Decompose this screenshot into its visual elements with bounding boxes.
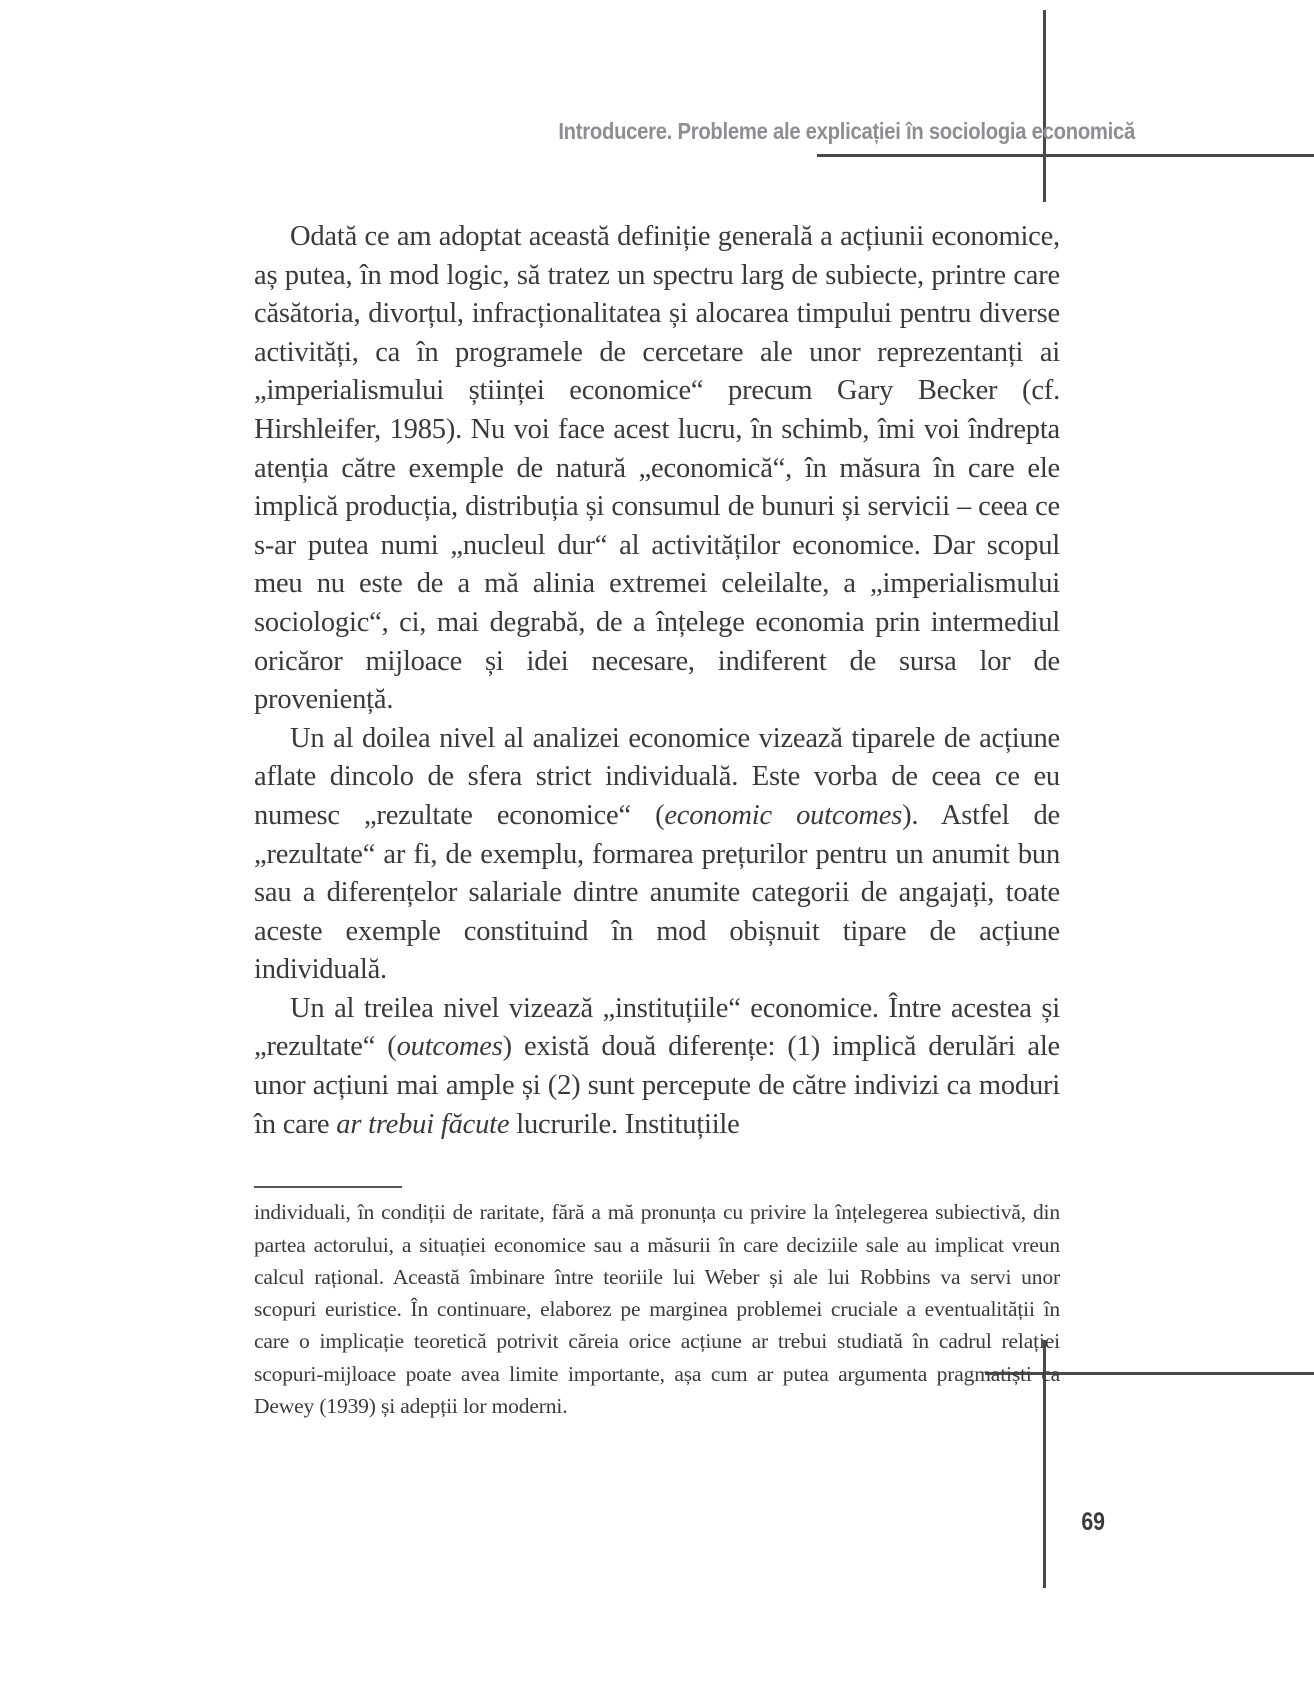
- header-rule: [817, 154, 1314, 157]
- paragraph-3-italic-2: ar trebui făcute: [336, 1108, 510, 1140]
- main-text: [254, 218, 1060, 1144]
- paragraph-3-part-c: lucrurile. Instituțiile: [509, 1108, 740, 1140]
- page-number: 69: [1081, 1508, 1105, 1536]
- running-header: Introducere. Probleme ale explicației în sociologia economică: [558, 118, 1135, 144]
- crop-mark-top-vertical: [1043, 10, 1046, 202]
- paragraph-1: Odată ce am adoptat această definiție generală a acțiunii economice, aș putea, în mod logic, să tratez un spectru larg de subiecte, printre care căsătoria, divorțul, infracționalitatea și alocarea timpului pentru diverse activități, ca în programele de cercetare ale unor reprezentanți ai „imperialismului științei economice“ precum Gary Becker (cf. Hirshleifer, 1985). Nu voi face acest lucru, în schimb, îmi voi îndrepta atenția către exemple de natură „economică“, în măsura în care ele implică producția, distribuția și consumul de bunuri și servicii – ceea ce s-ar putea numi „nucleul dur“ al activităților economice. Dar scopul meu nu este de a mă alinia extremei celeilalte, a „imperialismului sociologic“, ci, mai degrabă, de a înțelege economia prin intermediul oricăror mijloace și idei necesare, indiferent de sursa lor de proveniență.: [254, 221, 1060, 716]
- paragraph-2-italic: economic outcomes: [664, 799, 903, 831]
- paragraph-2-part-a: Un al doilea nivel al analizei economice vizează tiparele de acțiune aflate dincolo de sfera strict individuală. Este vorba de ceea ce eu numesc „rezultate economice“ (: [254, 722, 1060, 831]
- paragraph-3-part-a: Un al treilea nivel vizează „instituțiile“ economice. Între acestea și „rezultate“ (: [254, 992, 1060, 1063]
- text-column: [254, 218, 1060, 1422]
- paragraph-2-part-b: ). Astfel de „rezultate“ ar fi, de exemplu, formarea prețurilor pentru un anumit bun sau a diferențelor salariale dintre anumite categorii de angajați, toate aceste exemple constituind în mod obișnuit tipare de acțiune individuală.: [254, 799, 1060, 986]
- footnote-separator: [254, 1186, 402, 1188]
- paragraph-2: [254, 720, 1060, 990]
- paragraph-3-part-b: ) există două diferențe: (1) implică derulări ale unor acțiuni mai ample și (2) sunt percepute de către indivizi ca moduri în care: [254, 1031, 1060, 1140]
- footnote-text: individuali, în condiții de raritate, fără a mă pronunța cu privire la înțelegerea subiectivă, din partea actorului, a situației economice sau a măsurii în care deciziile sale au implicat vreun calcul rațional. Această îmbinare între teoriile lui Weber și ale lui Robbins va servi unor scopuri euristice. În continuare, elaborez pe marginea problemei cruciale a eventualității în care o implicație teoretică potrivit căreia orice acțiune ar trebui studiată în cadrul relației scopuri-mijloace poate avea limite importante, așa cum ar putea argumenta pragmatiști ca Dewey (1939) și adepții lor moderni.: [254, 1200, 1060, 1419]
- paragraph-3-italic-1: outcomes: [396, 1031, 503, 1063]
- footnote: [254, 1196, 1060, 1422]
- paragraph-3: [254, 990, 1060, 1144]
